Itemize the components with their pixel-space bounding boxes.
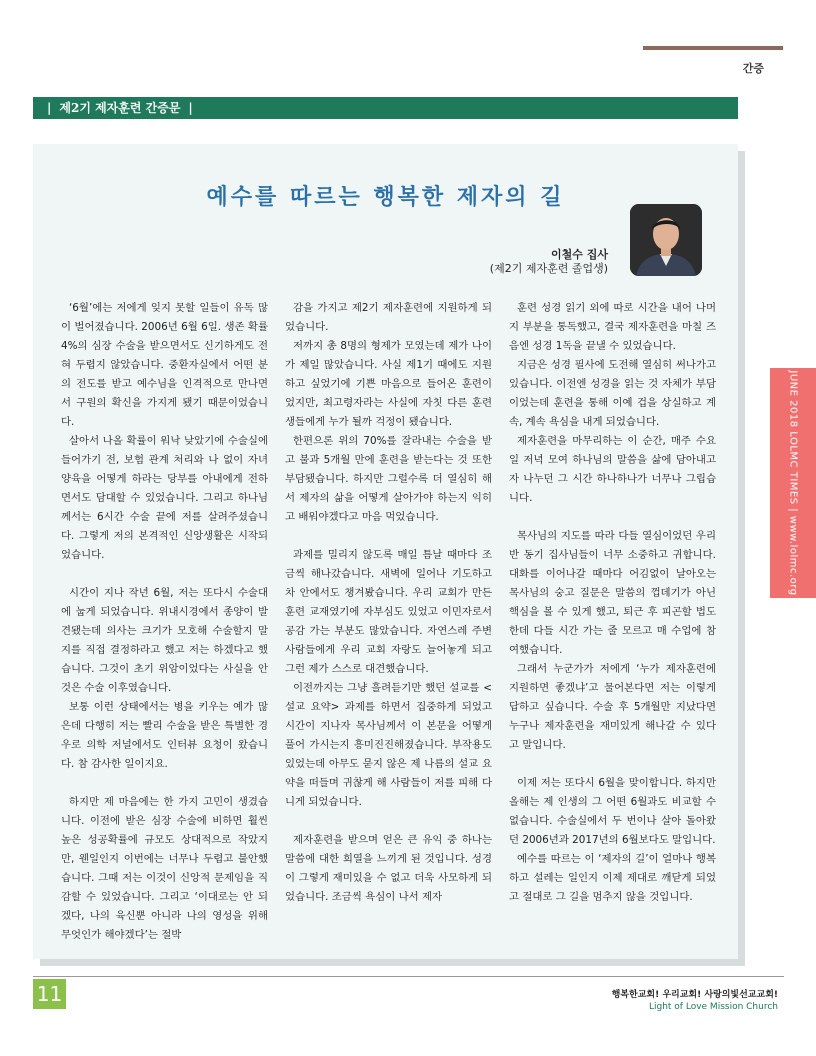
paragraph: 제자훈련을 받으며 얻은 큰 유익 중 하나는 말씀에 대한 희열을 느끼게 된 것입니다. 성경이 그렇게 재미있을 수 없고 더욱 사모하게 되었습니다. 조금씩 욕심이 나서 제자 xyxy=(285,834,492,903)
portrait-image xyxy=(630,204,702,276)
author-role: (제2기 제자훈련 졸업생) xyxy=(489,262,608,275)
paragraph: 시간이 지나 작년 6월, 저는 또다시 수술대에 눕게 되었습니다. 위내시경에서 종양이 발견됐는데 의사는 크기가 모호해 수술할지 말지를 직접 결정하라고 했고 저는 하겠다고 했습니다. 그것이 초기 위암이었다는 사실을 안 것은 수술 이후였습니다. xyxy=(61,587,268,694)
section-tag: 간증 xyxy=(742,62,764,75)
paragraph: 살아서 나올 확률이 워낙 낮았기에 수술실에 들어가기 전, 보험 관계 처리와 나 없이 자녀 양육을 어떻게 하라는 당부를 아내에게 전하면서도 담대할 수 있었습니다. 그리고 하나님께서는 6시간 수술 끝에 저를 살려주셨습니다. 그렇게 저의 본격적인 신앙생활은 시작되었습니다. xyxy=(61,435,268,561)
header-rule xyxy=(643,46,783,50)
paragraph: 이전까지는 그냥 흘려듣기만 했던 설교를 <설교 요약> 과제를 하면서 집중하게 되었고 시간이 지나자 목사님께서 이 본문을 어떻게 풀어 가시는지 흥미진진해졌습니다. 부작용도 있었는데 아무도 묻지 않은 제 나름의 설교 요약을 떠들며 귀찮게 해 사람들이 저를 피해 다니게 되었습니다. xyxy=(285,682,492,808)
banner-bar-left: | xyxy=(47,101,52,115)
article-title: 예수를 따르는 행복한 제자의 길 xyxy=(206,185,565,210)
footer-tagline-english: Light of Love Mission Church xyxy=(648,1002,778,1012)
paragraph: 하지만 제 마음에는 한 가지 고민이 생겼습니다. 이전에 받은 심장 수술에 비하면 훨씬 높은 성공확률에 규모도 상대적으로 작았지만, 웬일인지 이번에는 너무나 두렵고 불안했습니다. 그때 저는 이것이 신앙적 문제임을 직감할 수 있었습니다. 그리고 ‘이대로는 안 되겠다, 나의 육신뿐 아니라 나의 영성을 위해 무엇인가 해야겠다’는 절박 xyxy=(61,796,268,939)
paragraph: 훈련 성경 읽기 외에 따로 시간을 내어 나머지 부분을 통독했고, 결국 제자훈련을 마칠 즈음엔 성경 1독을 끝낼 수 있었습니다. xyxy=(509,302,716,352)
paragraph: 그래서 누군가가 저에게 ‘누가 제자훈련에 지원하면 좋겠냐’고 물어본다면 저는 이렇게 답하고 싶습니다. 수술 후 5개월만 지났다면 누구나 제자훈련을 재미있게 해나갈 수 있다고 말입니다. xyxy=(509,663,716,751)
page-number: 11 xyxy=(33,979,66,1009)
paragraph: 예수를 따르는 이 ‘제자의 길’이 얼마나 행복하고 설레는 일인지 이제 제대로 깨닫게 되었고 절대로 그 길을 멈추지 않을 것입니다. xyxy=(509,853,716,903)
author-block xyxy=(490,248,608,276)
paragraph: 저까지 총 8명의 형제가 모였는데 제가 나이가 제일 많았습니다. 사실 제1기 때에도 지원하고 싶었기에 기쁜 마음으로 들어온 훈련이었지만, 최고령자라는 사실에 자칫 다른 훈련생들에게 누가 될까 걱정이 됐습니다. xyxy=(285,340,492,428)
paragraph: 지금은 성경 필사에 도전해 열심히 써나가고 있습니다. 이전엔 성경을 읽는 것 자체가 부담이었는데 훈련을 통해 이예 겁을 상실하고 계속, 계속 욕심을 내게 되었습니다. xyxy=(509,359,716,428)
paragraph: 보통 이런 상태에서는 병을 키우는 예가 많은데 다행히 저는 빨리 수술을 받은 특별한 경우로 의학 저널에서도 인터뷰 요청이 왔습니다. 참 감사한 일이지요. xyxy=(61,701,268,770)
article-card xyxy=(33,144,738,959)
footer-tagline-korean: 행복한교회! 우리교회! 사랑의빛선교교회! xyxy=(611,990,778,1000)
banner-bar-right: | xyxy=(188,101,193,115)
paragraph: 목사님의 지도를 따라 다들 열심이었던 우리 반 동기 집사님들이 너무 소중하고 귀합니다. 대화를 이어나갈 때마다 어김없이 날아오는 목사님의 숭고 질문은 말씀의 껍데기가 아닌 핵심을 볼 수 있게 했고, 퇴근 후 피곤할 법도 한데 다들 시간 가는 줄 모르고 매 수업에 참여했습니다. xyxy=(509,530,716,656)
article-body xyxy=(61,299,716,939)
paragraph: ‘6월’에는 저에게 잊지 못할 일들이 유독 많이 벌어졌습니다. 2006년 6월 6일. 생존 확률 4%의 심장 수술을 받으면서도 신기하게도 전혀 두렵지 않았습니다. 중환자실에서 어떤 분의 전도를 받고 예수님을 인격적으로 만나면서 구원의 확신을 가지게 됐기 때문이었습니다. xyxy=(61,302,268,428)
paragraph: 과제를 밀리지 않도록 매일 틈날 때마다 조금씩 해나갔습니다. 새벽에 일어나 기도하고 차 안에서도 챙겨봤습니다. 우리 교회가 만든 훈련 교재였기에 자부심도 있었고 이민자로서 공감 가는 부분도 많았습니다. 자연스레 주변 사람들에게 우리 교회 자랑도 늘어놓게 되고 그런 제가 스스로 대견했습니다. xyxy=(285,549,492,675)
paragraph: 제자훈련을 마무리하는 이 순간, 매주 수요일 저녁 모여 하나님의 말씀을 삶에 담아내고자 나누던 그 시간 하나하나가 너무나 그립습니다. xyxy=(509,435,716,504)
footer-rule xyxy=(33,976,784,977)
sidebar-tab xyxy=(770,368,816,598)
column-1 xyxy=(61,299,268,939)
paragraph: 한편으론 위의 70%를 잘라내는 수술을 받고 불과 5개월 만에 훈련을 받는다는 것 또한 부담됐습니다. 하지만 그럴수록 더 열심히 해서 제자의 삶을 어떻게 살아가야 하는지 익히고 배워야겠다고 마음 먹었습니다. xyxy=(285,435,492,523)
column-3 xyxy=(509,299,716,939)
banner-title: 제2기 제자훈련 간증문 xyxy=(59,101,181,115)
paragraph: 감을 가지고 제2기 제자훈련에 지원하게 되었습니다. xyxy=(285,302,492,333)
author-name: 이철수 집사 xyxy=(551,248,608,261)
sidebar-text: JUNE 2018 LOLMC TIMES | www.lolmc.org xyxy=(787,370,799,596)
author-photo xyxy=(630,204,702,276)
paragraph: 이제 저는 또다시 6월을 맞이합니다. 하지만 올해는 제 인생의 그 어떤 6월과도 비교할 수 없습니다. 수술실에서 두 번이나 살아 돌아왔던 2006년과 2017년의 6월보다도 말입니다. xyxy=(509,777,716,846)
column-2 xyxy=(285,299,492,939)
section-banner xyxy=(33,97,738,119)
